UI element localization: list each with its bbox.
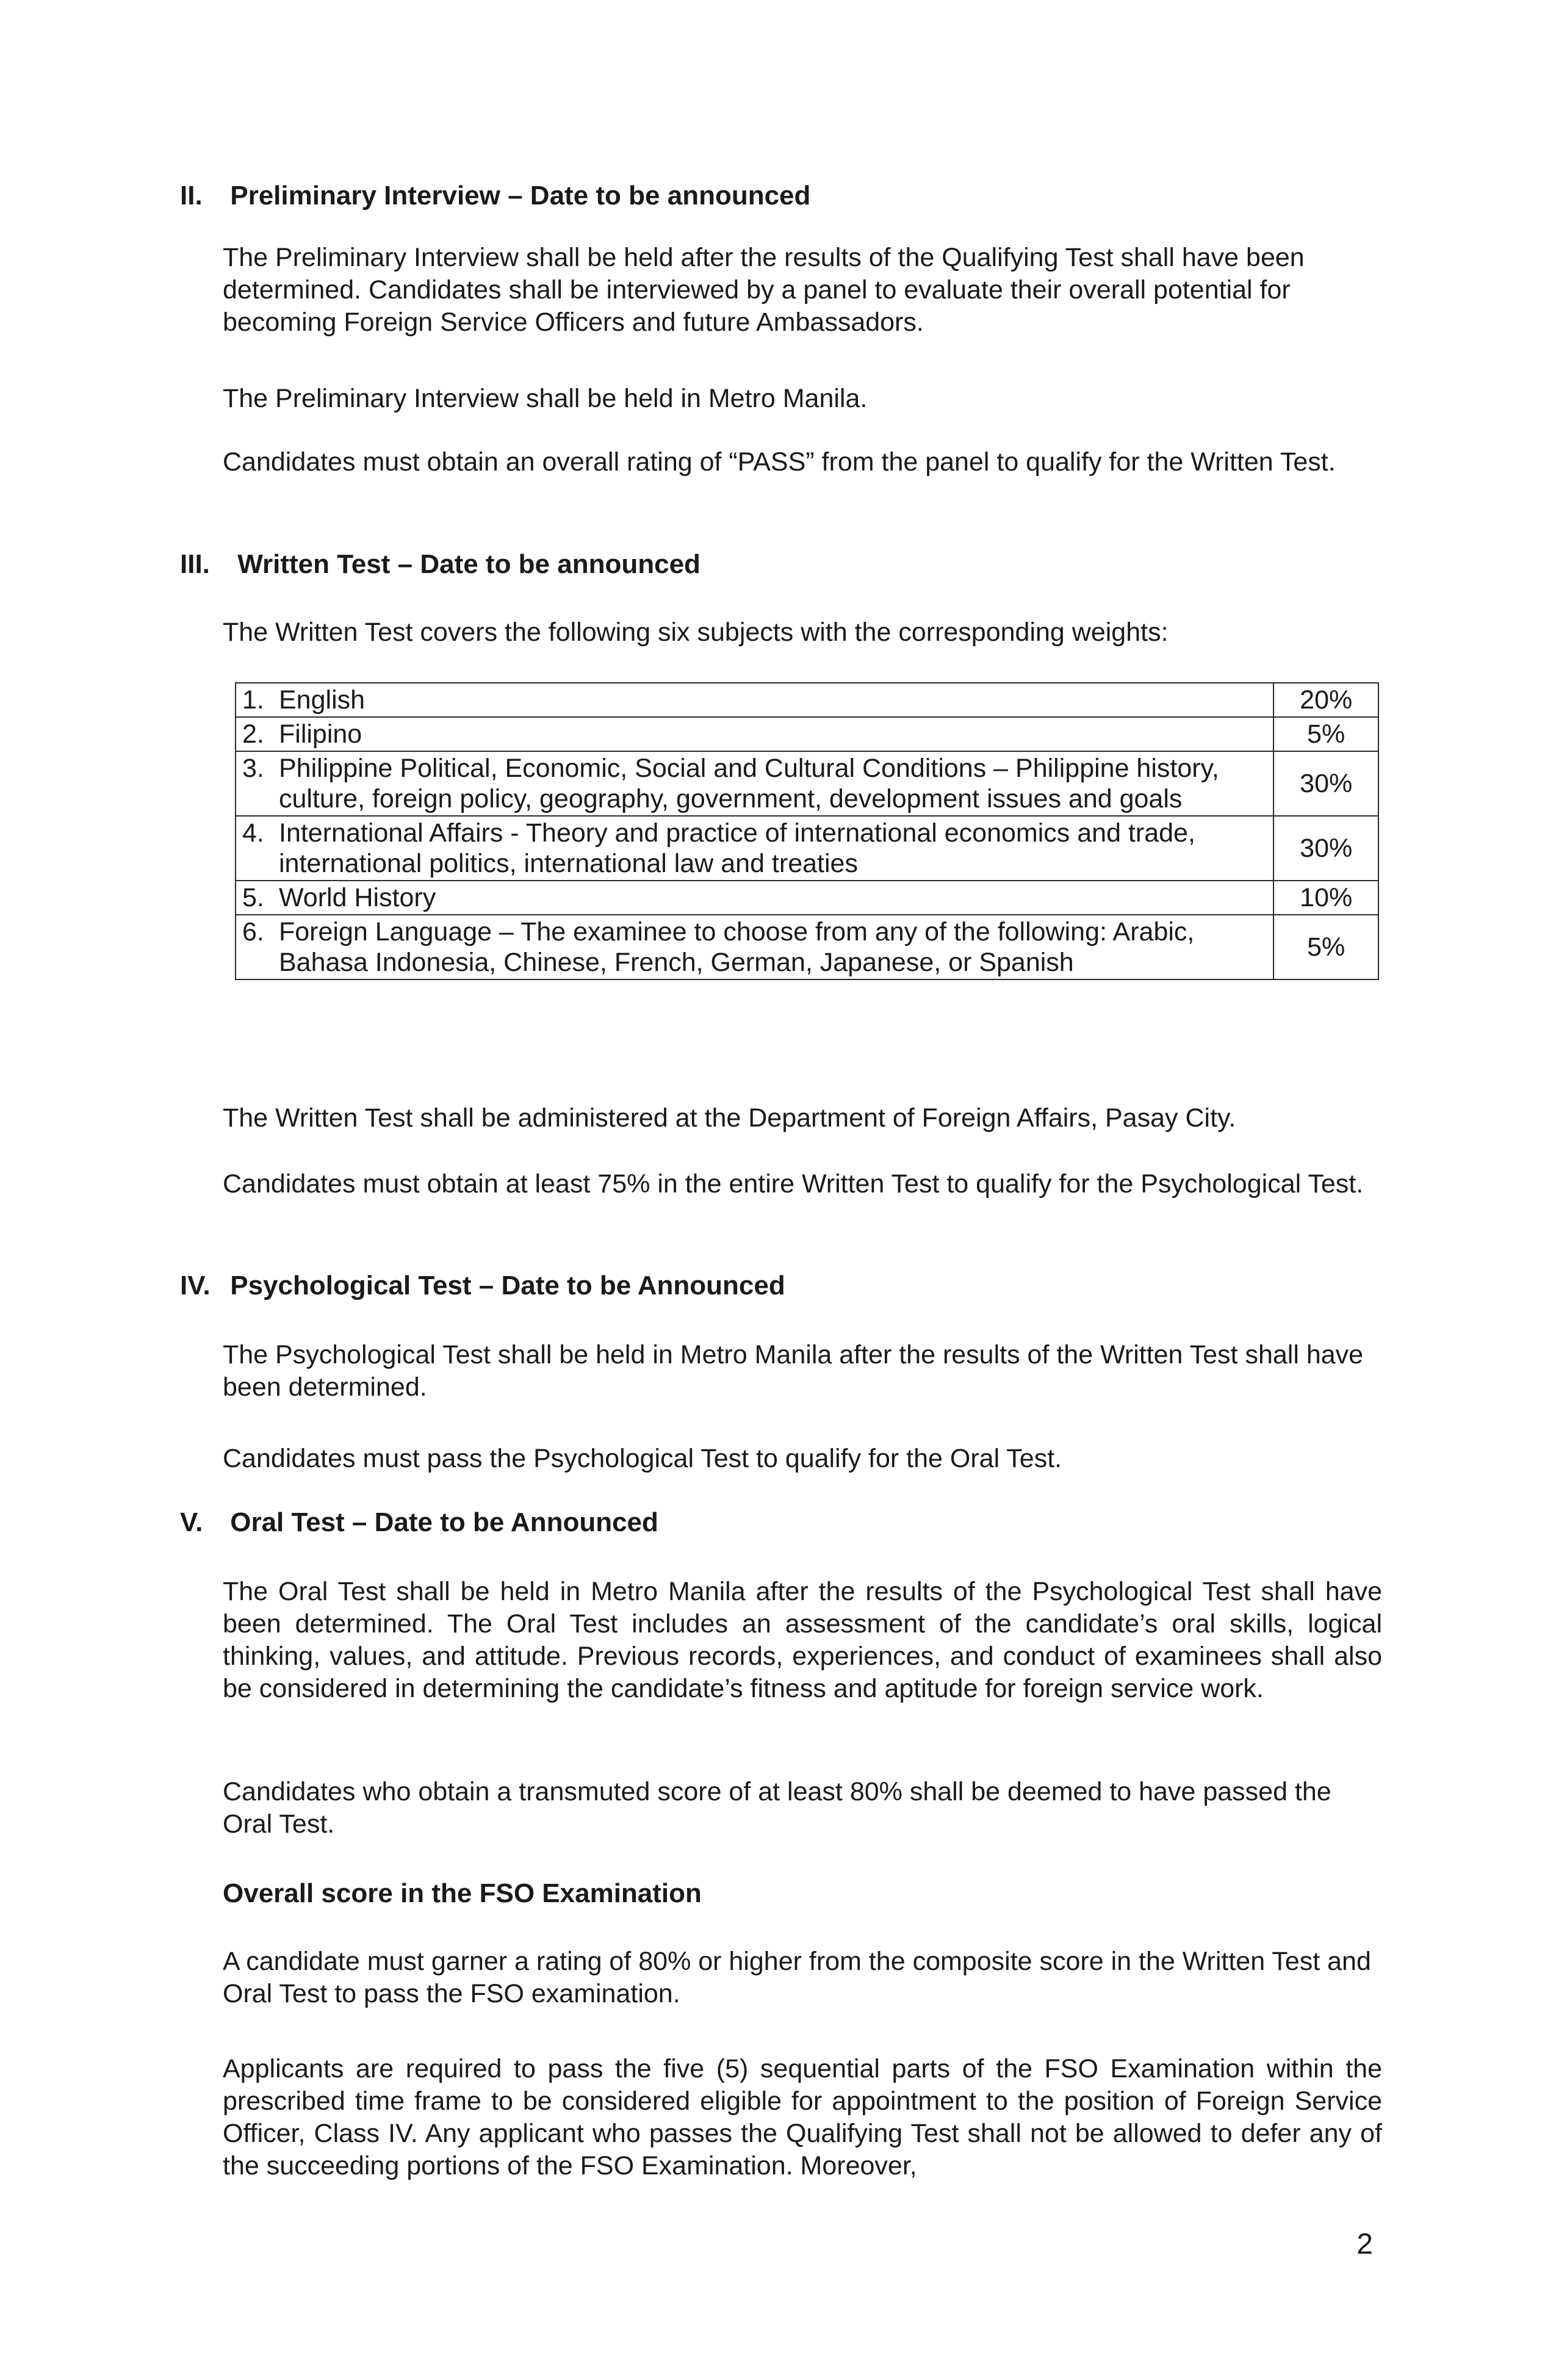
section-number: IV. (180, 1271, 211, 1300)
paragraph: The Preliminary Interview shall be held in Metro Manila. (223, 384, 868, 413)
weight-cell: 5% (1273, 915, 1378, 979)
table-row (236, 816, 1378, 881)
subject-name: World History (279, 883, 436, 912)
subject-name: International Affairs - Theory and practice of international economics and trade, international politics, international law and treaties (279, 818, 1195, 878)
paragraph: The Written Test shall be administered at the Department of Foreign Affairs, Pasay City. (223, 1103, 1236, 1133)
page-number: 2 (1356, 2228, 1373, 2260)
section-heading (180, 181, 810, 211)
section-number: V. (180, 1507, 203, 1537)
subject-index: 5. (242, 883, 264, 912)
subject-cell (236, 751, 1273, 816)
weight-cell: 20% (1273, 683, 1378, 717)
paragraph: The Written Test covers the following six subjects with the corresponding weights: (223, 618, 1169, 647)
subject-index: 4. (242, 818, 264, 848)
section-heading (180, 1271, 785, 1301)
paragraph: Candidates who obtain a transmuted score of at least 80% shall be deemed to have passed the Oral Test. (223, 1777, 1331, 1839)
subject-name: Filipino (279, 719, 362, 749)
section-number: III. (180, 549, 210, 579)
paragraph: Candidates must obtain at least 75% in the entire Written Test to qualify for the Psychological Test. (223, 1169, 1364, 1199)
section-heading (180, 549, 701, 580)
subject-cell (236, 915, 1273, 979)
section-title: Psychological Test – Date to be Announced (230, 1271, 785, 1300)
table-row (236, 915, 1378, 979)
paragraph: Candidates must obtain an overall rating of “PASS” from the panel to qualify for the Written Test. (223, 447, 1336, 477)
weight-cell: 30% (1273, 816, 1378, 881)
section-title: Preliminary Interview – Date to be announced (230, 181, 811, 211)
subject-name: English (279, 685, 366, 715)
subject-index: 1. (242, 685, 264, 715)
table-row (236, 881, 1378, 915)
section-title: Oral Test – Date to be Announced (230, 1507, 658, 1537)
paragraph: The Preliminary Interview shall be held after the results of the Qualifying Test shall have been determined. Candidates shall be interviewed by a panel to evaluate their overall potential for becoming Foreign Service Officers and future Ambassadors. (223, 243, 1305, 337)
subject-cell (236, 816, 1273, 881)
section-heading (180, 1507, 658, 1538)
subject-index: 3. (242, 754, 264, 783)
table-row (236, 751, 1378, 816)
subject-cell (236, 881, 1273, 915)
weight-cell: 10% (1273, 881, 1378, 915)
section-number: II. (180, 181, 203, 211)
subject-name: Foreign Language – The examinee to choose from any of the following: Arabic, Bahasa Indonesia, Chinese, French, German, Japanese, or Spanish (279, 917, 1195, 977)
subject-index: 2. (242, 719, 264, 749)
paragraph: The Oral Test shall be held in Metro Manila after the results of the Psychological Test shall have been determined. The Oral Test includes an assessment of the candidate’s oral skills, logical thinking, values, and attitude. Previous records, experiences, and conduct of examinees shall also be considered in determining the candidate’s fitness and aptitude for foreign service work. (223, 1577, 1382, 1703)
subject-index: 6. (242, 917, 264, 947)
subject-cell (236, 717, 1273, 751)
table-row (236, 717, 1378, 751)
subsection-title: Overall score in the FSO Examination (223, 1878, 702, 1908)
paragraph: Candidates must pass the Psychological Test to qualify for the Oral Test. (223, 1444, 1062, 1473)
subject-cell (236, 683, 1273, 717)
weight-cell: 5% (1273, 717, 1378, 751)
paragraph: Applicants are required to pass the five (5) sequential parts of the FSO Examination within the prescribed time frame to be considered eligible for appointment to the position of Foreign Service Officer, Class IV. Any applicant who passes the Qualifying Test shall not be allowed to defer any of the succeeding portions of the FSO Examination. Moreover, (223, 2054, 1382, 2180)
table-row (236, 683, 1378, 717)
weight-cell: 30% (1273, 751, 1378, 816)
paragraph: The Psychological Test shall be held in Metro Manila after the results of the Written Test shall have been determined. (223, 1340, 1364, 1402)
subject-name: Philippine Political, Economic, Social and Cultural Conditions – Philippine history, culture, foreign policy, geography, government, development issues and goals (279, 754, 1219, 813)
section-title: Written Test – Date to be announced (237, 549, 701, 579)
subjects-weights-table (235, 682, 1379, 980)
paragraph: A candidate must garner a rating of 80% or higher from the composite score in the Written Test and Oral Test to pass the FSO examination. (223, 1947, 1371, 2008)
